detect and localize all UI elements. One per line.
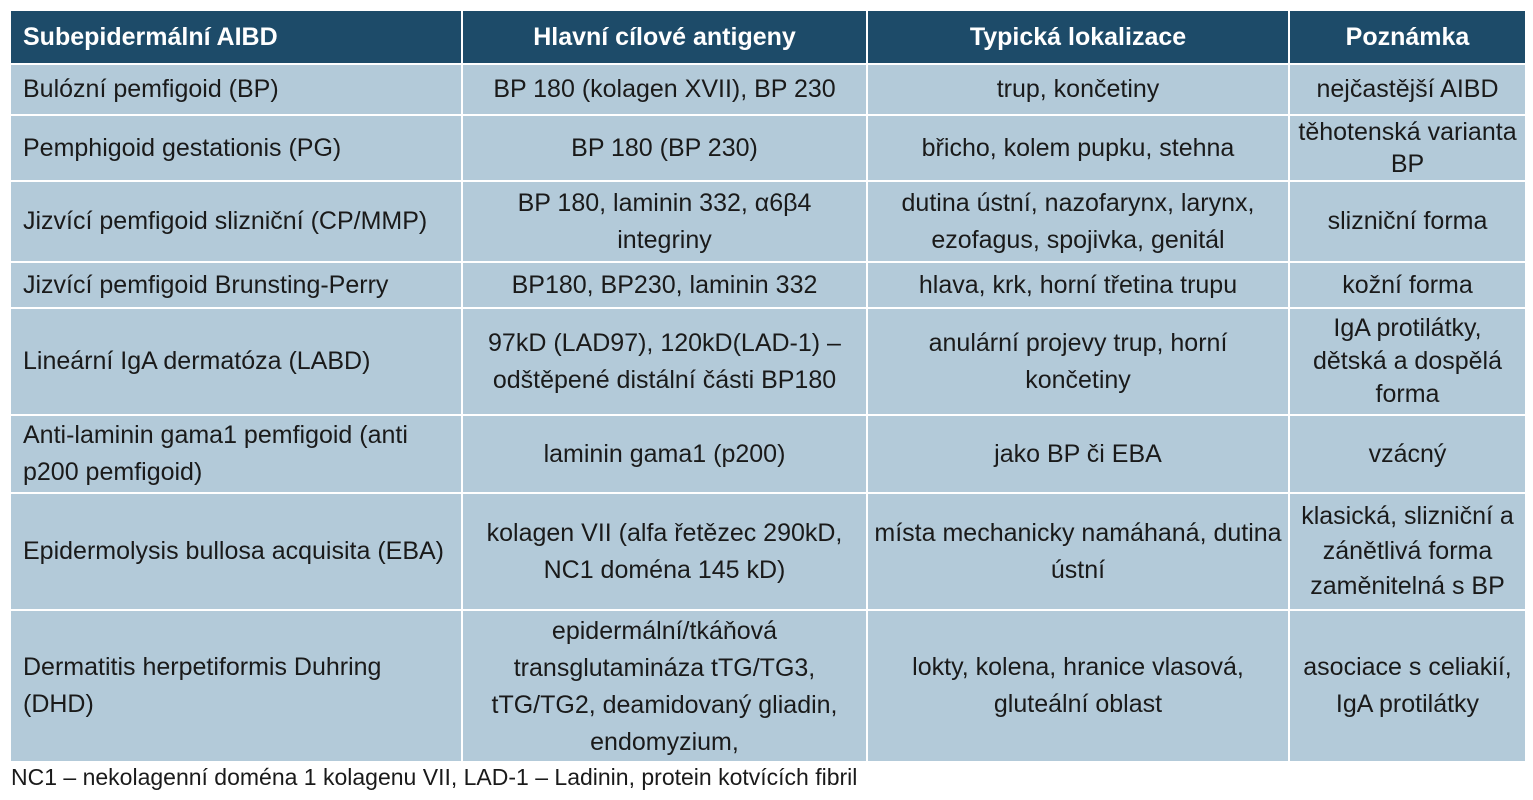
cell-note: těhotenská varianta BP [1289, 115, 1526, 181]
cell-localization: trup, končetiny [867, 64, 1289, 115]
cell-note: IgA protilátky, dětská a dospělá forma [1289, 308, 1526, 415]
cell-note: nejčastější AIBD [1289, 64, 1526, 115]
cell-disease: Lineární IgA dermatóza (LABD) [10, 308, 462, 415]
table-row [10, 181, 1526, 262]
header-antigens: Hlavní cílové antigeny [462, 10, 867, 64]
cell-localization: dutina ústní, nazofarynx, larynx, ezofagus, spojivka, genitál [867, 181, 1289, 262]
cell-disease: Anti-laminin gama1 pemfigoid (anti p200 pemfigoid) [10, 415, 462, 493]
cell-note: klasická, slizniční a zánětlivá forma zaměnitelná s BP [1289, 493, 1526, 610]
cell-antigens: BP 180 (BP 230) [462, 115, 867, 181]
aibd-table-container [9, 9, 1525, 763]
cell-disease: Epidermolysis bullosa acquisita (EBA) [10, 493, 462, 610]
cell-antigens: 97kD (LAD97), 120kD(LAD-1) – odštěpené distální části BP180 [462, 308, 867, 415]
cell-localization: břicho, kolem pupku, stehna [867, 115, 1289, 181]
header-aibd: Subepidermální AIBD [10, 10, 462, 64]
footnote: NC1 – nekolagenní doména 1 kolagenu VII, LAD-1 – Ladinin, protein kotvících fibril [11, 764, 858, 790]
cell-localization: hlava, krk, horní třetina trupu [867, 262, 1289, 308]
cell-antigens: kolagen VII (alfa řetězec 290kD, NC1 doména 145 kD) [462, 493, 867, 610]
cell-localization: anulární projevy trup, horní končetiny [867, 308, 1289, 415]
table-row [10, 308, 1526, 415]
cell-note: kožní forma [1289, 262, 1526, 308]
table-row [10, 415, 1526, 493]
cell-antigens: laminin gama1 (p200) [462, 415, 867, 493]
header-localization: Typická lokalizace [867, 10, 1289, 64]
cell-antigens: BP 180 (kolagen XVII), BP 230 [462, 64, 867, 115]
header-note: Poznámka [1289, 10, 1526, 64]
cell-disease: Pemphigoid gestationis (PG) [10, 115, 462, 181]
table-row [10, 493, 1526, 610]
cell-antigens: epidermální/tkáňová transglutamináza tTG/TG3, tTG/TG2, deamidovaný gliadin, endomyzium, [462, 610, 867, 762]
table-row [10, 610, 1526, 762]
cell-localization: místa mechanicky namáhaná, dutina ústní [867, 493, 1289, 610]
cell-note: asociace s celiakií, IgA protilátky [1289, 610, 1526, 762]
cell-antigens: BP 180, laminin 332, α6β4 integriny [462, 181, 867, 262]
cell-disease: Jizvící pemfigoid Brunsting-Perry [10, 262, 462, 308]
cell-disease: Jizvící pemfigoid slizniční (CP/MMP) [10, 181, 462, 262]
table-row [10, 115, 1526, 181]
cell-disease: Dermatitis herpetiformis Duhring (DHD) [10, 610, 462, 762]
cell-note: slizniční forma [1289, 181, 1526, 262]
cell-disease: Bulózní pemfigoid (BP) [10, 64, 462, 115]
table-row [10, 262, 1526, 308]
aibd-table [9, 9, 1527, 763]
table-row [10, 64, 1526, 115]
cell-localization: lokty, kolena, hranice vlasová, gluteální oblast [867, 610, 1289, 762]
cell-note: vzácný [1289, 415, 1526, 493]
table-header-row [10, 10, 1526, 64]
cell-antigens: BP180, BP230, laminin 332 [462, 262, 867, 308]
cell-localization: jako BP či EBA [867, 415, 1289, 493]
